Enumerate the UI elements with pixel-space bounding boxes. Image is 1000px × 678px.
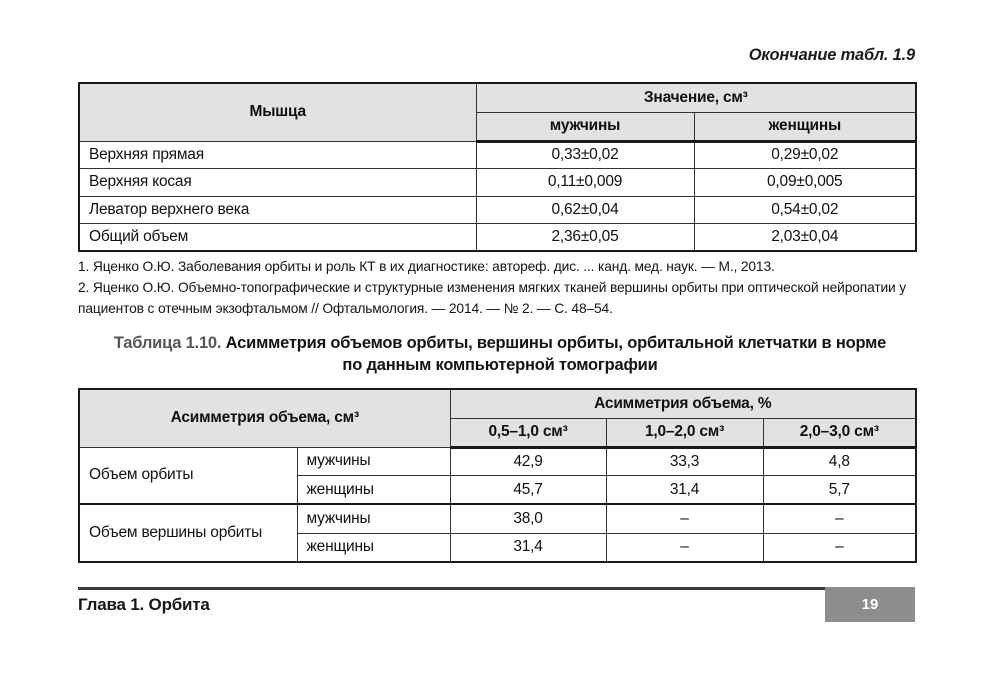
cell-men-value: 0,11±0,009 (476, 169, 694, 197)
column-header-range-1: 0,5–1,0 см³ (450, 418, 606, 447)
cell-women-value: 2,03±0,04 (694, 224, 916, 252)
column-header-range-2: 1,0–2,0 см³ (606, 418, 763, 447)
cell-muscle: Верхняя прямая (79, 141, 476, 169)
cell-value: – (606, 533, 763, 562)
cell-men-value: 0,33±0,02 (476, 141, 694, 169)
cell-women-value: 0,54±0,02 (694, 196, 916, 224)
caption-label: Таблица 1.10. (113, 334, 222, 352)
table-row (79, 169, 916, 197)
footer-rule (78, 587, 915, 590)
table-1-9-muscle-volumes (78, 82, 917, 252)
table-row (79, 447, 916, 476)
cell-sex: мужчины (297, 504, 450, 533)
footnotes-block (78, 256, 915, 319)
table-1-10-caption (0, 332, 1000, 376)
column-header-men: мужчины (476, 112, 694, 141)
column-header-women: женщины (694, 112, 916, 141)
footnote-2: 2. Яценко О.Ю. Объемно-топографические и структурные изменения мягких тканей вершины орбиты при оптической нейропатии у пациентов с отечным экзофтальмом // Офтальмология. — 2014. — № 2. — С. 48–54. (78, 280, 907, 316)
cell-value: 38,0 (450, 504, 606, 533)
cell-value: 42,9 (450, 447, 606, 476)
cell-muscle: Верхняя косая (79, 169, 476, 197)
cell-women-value: 0,09±0,005 (694, 169, 916, 197)
table-row (79, 224, 916, 252)
cell-sex: женщины (297, 533, 450, 562)
caption-text: Асимметрия объемов орбиты, вершины орбиты, орбитальной клетчатки в норме по данным компьютерной томографии (221, 334, 887, 374)
column-header-value-group: Значение, см³ (476, 83, 916, 112)
cell-men-value: 0,62±0,04 (476, 196, 694, 224)
cell-sex: женщины (297, 476, 450, 505)
cell-men-value: 2,36±0,05 (476, 224, 694, 252)
table-1-10-asymmetry (78, 388, 917, 563)
cell-muscle: Общий объем (79, 224, 476, 252)
running-footer-chapter: Глава 1. Орбита (78, 595, 210, 614)
table-row (79, 196, 916, 224)
cell-muscle: Леватор верхнего века (79, 196, 476, 224)
cell-women-value: 0,29±0,02 (694, 141, 916, 169)
cell-value: 31,4 (450, 533, 606, 562)
column-header-muscle: Мышца (79, 83, 476, 141)
cell-value: 31,4 (606, 476, 763, 505)
cell-value: 45,7 (450, 476, 606, 505)
column-header-percent-group: Асимметрия объема, % (450, 389, 916, 418)
table-row (79, 141, 916, 169)
cell-value: 5,7 (763, 476, 916, 505)
cell-sex: мужчины (297, 447, 450, 476)
page-number: 19 (861, 596, 879, 613)
table-row (79, 504, 916, 533)
cell-param: Объем орбиты (79, 447, 297, 504)
page-number-badge (825, 587, 915, 622)
table-continuation-note: Окончание табл. 1.9 (748, 46, 915, 64)
cell-value: – (763, 504, 916, 533)
column-header-range-3: 2,0–3,0 см³ (763, 418, 916, 447)
cell-value: 4,8 (763, 447, 916, 476)
footnote-1: 1. Яценко О.Ю. Заболевания орбиты и роль КТ в их диагностике: автореф. дис. ... канд. мед. наук. — М., 2013. (78, 259, 775, 274)
column-header-param: Асимметрия объема, см³ (79, 389, 450, 447)
cell-value: – (763, 533, 916, 562)
cell-value: – (606, 504, 763, 533)
cell-param: Объем вершины орбиты (79, 504, 297, 561)
cell-value: 33,3 (606, 447, 763, 476)
